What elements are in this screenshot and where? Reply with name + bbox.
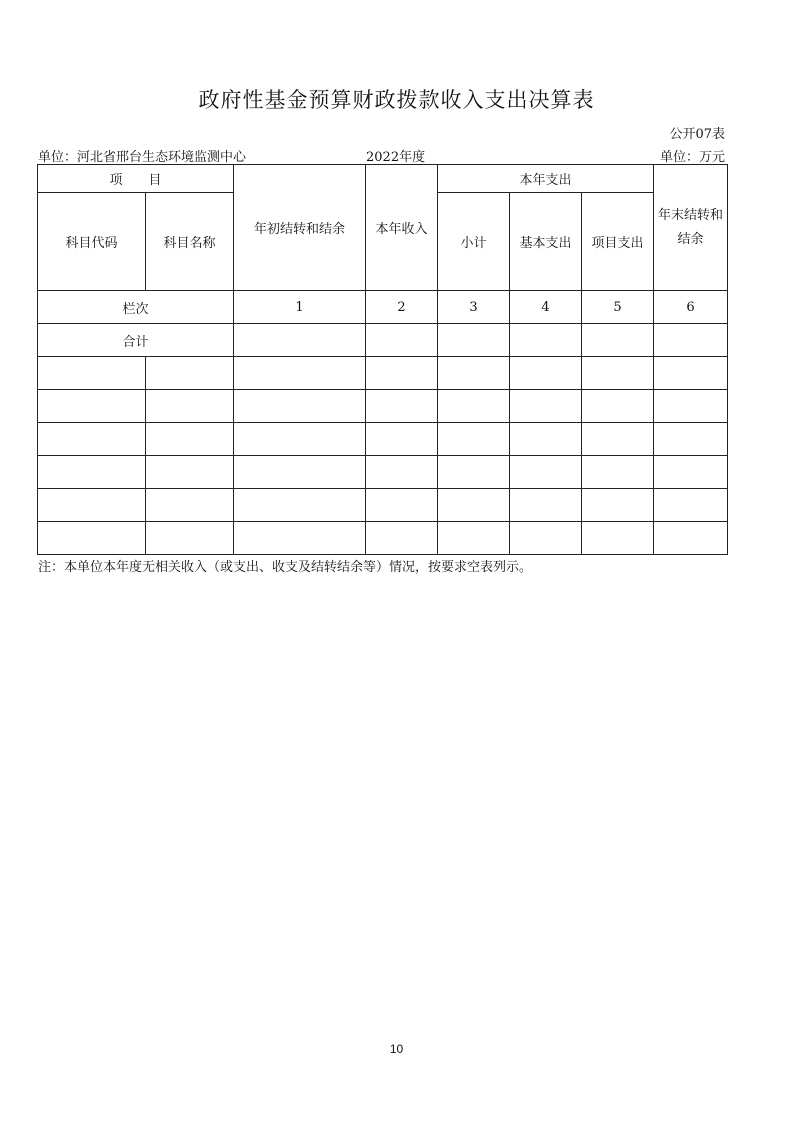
table-cell (654, 324, 728, 357)
table-cell (582, 489, 654, 522)
header-current-expense: 本年支出 (438, 165, 654, 193)
table-cell (366, 522, 438, 555)
table-cell (510, 357, 582, 390)
table-cell (582, 324, 654, 357)
table-cell (366, 456, 438, 489)
table-cell (366, 324, 438, 357)
table-cell (366, 357, 438, 390)
column-index-2: 2 (366, 291, 438, 324)
table-row (38, 456, 728, 489)
table-cell (582, 390, 654, 423)
page-number: 10 (389, 1042, 404, 1056)
table-cell (234, 489, 366, 522)
table-cell (654, 423, 728, 456)
header-item: 项 目 (38, 165, 234, 193)
table-cell (438, 522, 510, 555)
header-current-income: 本年收入 (366, 165, 438, 291)
table-cell (234, 357, 366, 390)
table-cell (582, 522, 654, 555)
table-cell (654, 357, 728, 390)
page-title: 政府性基金预算财政拨款收入支出决算表 (198, 88, 595, 112)
header-subtotal: 小计 (438, 193, 510, 291)
table-cell (654, 489, 728, 522)
header-basic: 基本支出 (510, 193, 582, 291)
header-code: 科目代码 (38, 193, 146, 291)
table-cell (366, 489, 438, 522)
fiscal-year: 2022年度 (366, 150, 426, 165)
column-index-3: 3 (438, 291, 510, 324)
table-cell (146, 489, 234, 522)
table-cell (510, 324, 582, 357)
form-number: 公开07表 (669, 127, 725, 142)
total-row (38, 324, 728, 357)
column-index-5: 5 (582, 291, 654, 324)
table-cell (146, 357, 234, 390)
table-cell (38, 522, 146, 555)
table-cell (438, 456, 510, 489)
table-cell (654, 390, 728, 423)
table-cell (654, 456, 728, 489)
column-index-6: 6 (654, 291, 728, 324)
fund-budget-table (37, 164, 728, 555)
header-project: 项目支出 (582, 193, 654, 291)
table-cell (438, 423, 510, 456)
column-index-row (38, 291, 728, 324)
table-cell (510, 522, 582, 555)
column-index-1: 1 (234, 291, 366, 324)
table-cell (582, 456, 654, 489)
table-cell (438, 324, 510, 357)
table-cell (654, 522, 728, 555)
table-cell (234, 456, 366, 489)
table-cell (38, 390, 146, 423)
table-cell (234, 390, 366, 423)
table-cell (234, 324, 366, 357)
table-cell (438, 489, 510, 522)
table-cell (38, 489, 146, 522)
header-name: 科目名称 (146, 193, 234, 291)
table-cell (438, 357, 510, 390)
total-label: 合计 (38, 324, 234, 357)
table-cell (510, 423, 582, 456)
column-index-label: 栏次 (38, 291, 234, 324)
reporting-unit: 单位：河北省邢台生态环境监测中心 (38, 150, 247, 165)
table-cell (146, 423, 234, 456)
table-cell (582, 357, 654, 390)
table-cell (38, 456, 146, 489)
table-row (38, 489, 728, 522)
table-cell (510, 390, 582, 423)
table-cell (38, 423, 146, 456)
header-end-balance: 年末结转和结余 (654, 165, 728, 291)
table-cell (366, 423, 438, 456)
table-row (38, 357, 728, 390)
table-note: 注：本单位本年度无相关收入（或支出、收支及结转结余等）情况，按要求空表列示。 (38, 560, 533, 575)
table-cell (234, 423, 366, 456)
table-cell (438, 390, 510, 423)
table-cell (146, 456, 234, 489)
table-row (38, 423, 728, 456)
currency-unit: 单位：万元 (659, 150, 725, 165)
column-index-4: 4 (510, 291, 582, 324)
table-cell (582, 423, 654, 456)
table-cell (510, 489, 582, 522)
table-row (38, 390, 728, 423)
table-cell (234, 522, 366, 555)
table-cell (146, 522, 234, 555)
table-cell (510, 456, 582, 489)
table-cell (366, 390, 438, 423)
table-cell (38, 357, 146, 390)
table-row (38, 522, 728, 555)
table-cell (146, 390, 234, 423)
header-begin-balance: 年初结转和结余 (234, 165, 366, 291)
